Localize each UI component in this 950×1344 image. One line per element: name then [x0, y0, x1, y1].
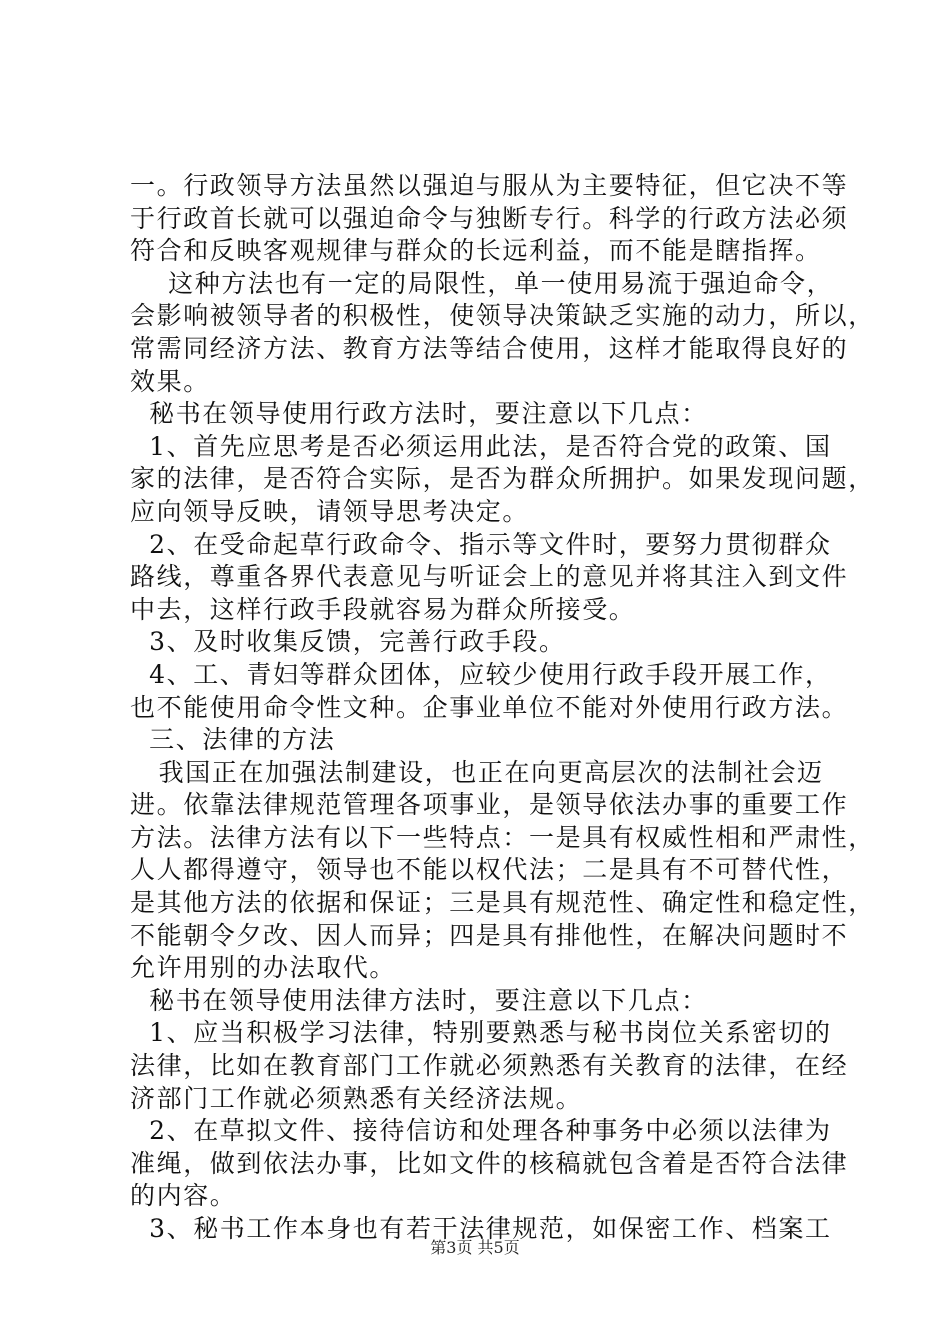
body-line: 我国正在加强法制建设，也正在向更高层次的法制社会迈 [130, 757, 824, 787]
body-line: 3、秘书工作本身也有若干法律规范，如保密工作、档案工 [130, 1214, 832, 1243]
page-number-footer: 第3页 共5页 [430, 1238, 520, 1257]
body-line: 准绳，做到依法办事，比如文件的核稿就包含着是否符合法律 [130, 1148, 849, 1178]
body-line: 1、应当积极学习法律，特别要熟悉与秘书岗位关系密切的 [130, 1018, 832, 1048]
body-line: 秘书在领导使用行政方法时，要注意以下几点： [130, 399, 708, 429]
body-line: 路线，尊重各界代表意见与听证会上的意见并将其注入到文件 [130, 562, 849, 592]
body-line: 1、首先应思考是否必须运用此法，是否符合党的政策、国 [130, 431, 832, 461]
body-line: 效果。 [130, 366, 210, 396]
body-line: 会影响被领导者的积极性，使领导决策缺乏实施的动力，所以， [130, 301, 875, 331]
body-line: 常需同经济方法、教育方法等结合使用，这样才能取得良好的 [130, 333, 849, 363]
body-line: 2、在受命起草行政命令、指示等文件时，要努力贯彻群众 [130, 529, 832, 559]
body-line: 应向领导反映，请领导思考决定。 [130, 496, 530, 526]
body-line: 济部门工作就必须熟悉有关经济法规。 [130, 1083, 583, 1113]
section-heading: 三、法律的方法 [130, 725, 336, 755]
body-line: 这种方法也有一定的局限性，单一使用易流于强迫命令， [130, 268, 834, 298]
body-line: 4、工、青妇等群众团体，应较少使用行政手段开展工作， [130, 659, 832, 689]
body-line: 也不能使用命令性文种。企事业单位不能对外使用行政方法。 [130, 692, 849, 722]
body-line: 符合和反映客观规律与群众的长远利益，而不能是瞎指挥。 [130, 236, 822, 266]
body-line: 法律，比如在教育部门工作就必须熟悉有关教育的法律，在经 [130, 1051, 849, 1081]
body-line: 3、及时收集反馈，完善行政手段。 [130, 627, 566, 657]
body-line: 不能朝令夕改、因人而异；四是具有排他性，在解决问题时不 [130, 920, 849, 950]
body-line: 方法。法律方法有以下一些特点：一是具有权威性相和严肃性， [130, 822, 875, 852]
body-line: 进。依靠法律规范管理各项事业，是领导依法办事的重要工作 [130, 790, 849, 820]
body-line: 家的法律，是否符合实际，是否为群众所拥护。如果发现问题， [130, 464, 875, 494]
document-body [130, 170, 875, 1246]
body-line: 是其他方法的依据和保证；三是具有规范性、确定性和稳定性， [130, 888, 875, 918]
body-line: 人人都得遵守，领导也不能以权代法；二是具有不可替代性， [130, 855, 849, 885]
body-line: 2、在草拟文件、接待信访和处理各种事务中必须以法律为 [130, 1116, 832, 1146]
body-line: 秘书在领导使用法律方法时，要注意以下几点： [130, 985, 708, 1015]
body-line: 允许用别的办法取代。 [130, 953, 397, 983]
body-line: 一。行政领导方法虽然以强迫与服从为主要特征，但它决不等 [130, 171, 849, 200]
body-line: 中去，这样行政手段就容易为群众所接受。 [130, 594, 636, 624]
body-line: 的内容。 [130, 1181, 237, 1211]
body-line: 于行政首长就可以强迫命令与独断专行。科学的行政方法必须 [130, 203, 849, 233]
